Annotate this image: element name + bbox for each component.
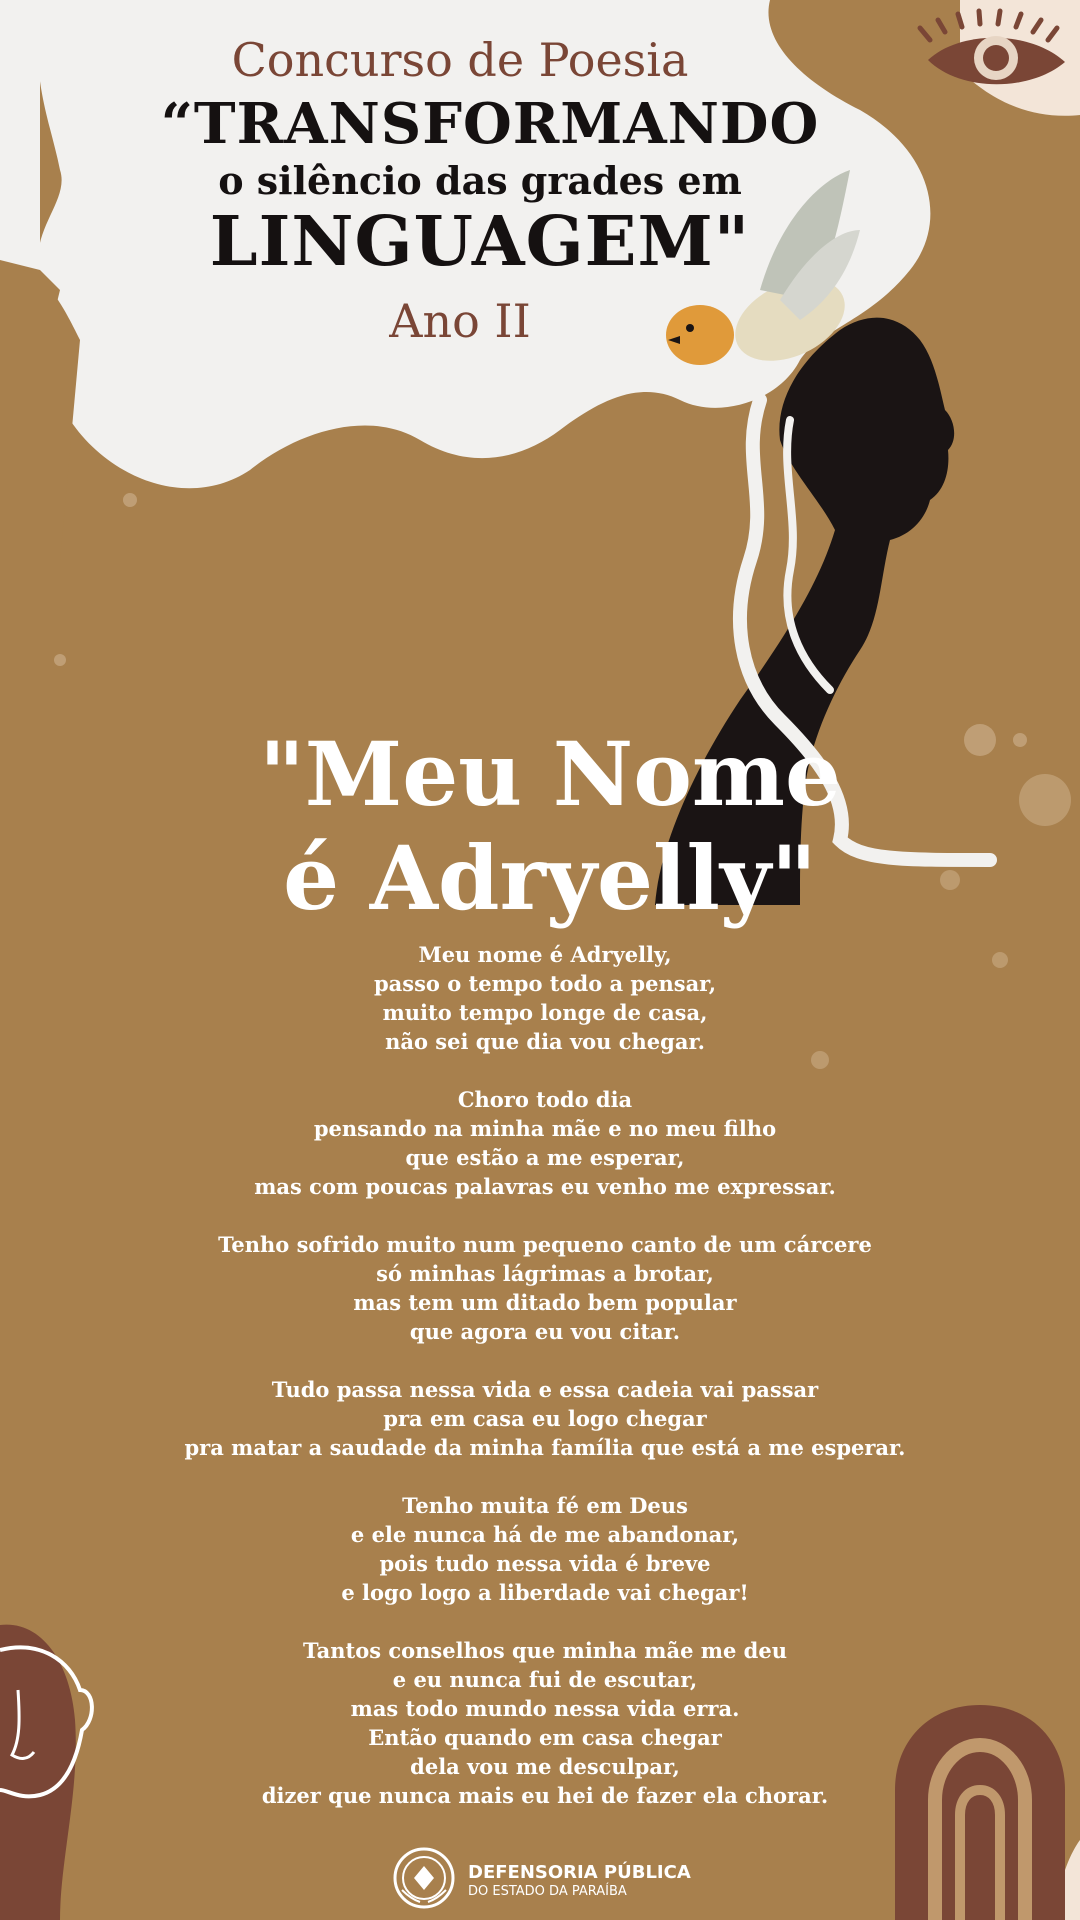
poem-line: mas tem um ditado bem popular <box>353 1290 737 1315</box>
poem-line: não sei que dia vou chegar. <box>385 1029 705 1054</box>
edition-label: Ano II <box>389 294 531 348</box>
poem-line: muito tempo longe de casa, <box>382 1000 708 1025</box>
slogan-line-1: “TRANSFORMANDO <box>160 91 820 157</box>
seal-icon <box>392 1846 456 1910</box>
contest-header <box>0 0 1080 360</box>
poem-line: pra em casa eu logo chegar <box>383 1406 707 1431</box>
poem-line: e logo logo a liberdade vai chegar! <box>341 1580 749 1605</box>
poem-title <box>200 722 900 930</box>
poem-line: passo o tempo todo a pensar, <box>373 971 717 996</box>
contest-title: Concurso de Poesia <box>231 33 689 87</box>
poem-line: Tenho muita fé em Deus <box>402 1493 688 1518</box>
poem-line: Tudo passa nessa vida e essa cadeia vai passar <box>271 1377 819 1402</box>
poem-line: e eu nunca fui de escutar, <box>392 1667 698 1692</box>
poem-title-line-1: "Meu Nome <box>258 722 842 826</box>
poem-title-line-2: é Adryelly" <box>283 826 817 930</box>
poem-line: Tenho sofrido muito num pequeno canto de um cárcere <box>218 1232 872 1257</box>
poem-line: que estão a me esperar, <box>405 1145 685 1170</box>
stanza <box>110 1230 980 1346</box>
poem-line: dizer que nunca mais eu hei de fazer ela chorar. <box>261 1783 829 1808</box>
slogan-line-2: o silêncio das grades em <box>218 158 742 203</box>
stanza <box>110 1491 980 1607</box>
poem-line: Meu nome é Adryelly, <box>418 942 672 967</box>
poem-line: Choro todo dia <box>457 1087 633 1112</box>
poem-line: Então quando em casa chegar <box>368 1725 722 1750</box>
stanza <box>110 940 980 1056</box>
poem-line: Tantos conselhos que minha mãe me deu <box>303 1638 787 1663</box>
poem-body <box>110 940 980 1839</box>
poem-line: pois tudo nessa vida é breve <box>379 1551 711 1576</box>
poem-line: pra matar a saudade da minha família que está a me esperar. <box>184 1435 906 1460</box>
stanza <box>110 1636 980 1810</box>
poem-line: só minhas lágrimas a brotar, <box>376 1261 714 1286</box>
poem-line: e ele nunca há de me abandonar, <box>350 1522 740 1547</box>
face-line-icon <box>0 1625 92 1920</box>
poem-line: mas todo mundo nessa vida erra. <box>350 1696 740 1721</box>
poem-line: dela vou me desculpar, <box>410 1754 680 1779</box>
poem-line: que agora eu vou citar. <box>409 1319 681 1344</box>
org-name: DEFENSORIA PÚBLICA <box>468 1862 691 1883</box>
org-logo <box>392 1846 712 1910</box>
stanza <box>110 1085 980 1201</box>
stanza <box>110 1375 980 1462</box>
poem-line: pensando na minha mãe e no meu filho <box>313 1116 777 1141</box>
org-subtitle: DO ESTADO DA PARAÍBA <box>468 1884 627 1899</box>
slogan-line-3: LINGUAGEM" <box>209 202 751 282</box>
poem-line: mas com poucas palavras eu venho me expressar. <box>254 1174 836 1199</box>
